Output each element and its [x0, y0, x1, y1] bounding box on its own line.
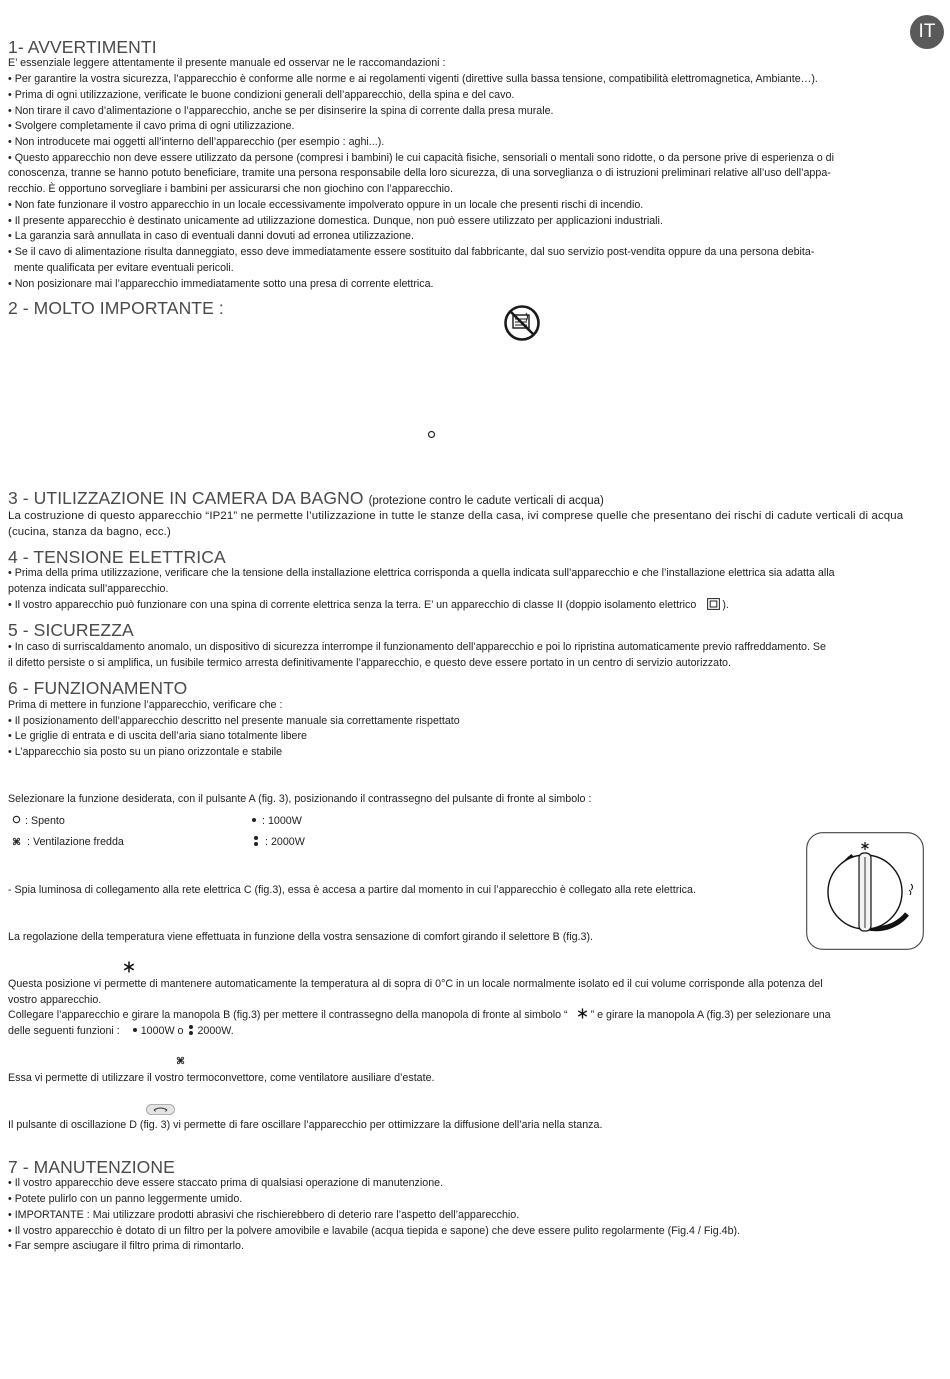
s4-line: potenza indicata sull’apparecchio. — [8, 583, 169, 595]
mode-fan-label: : Ventilazione fredda — [27, 836, 124, 848]
s1-line: E’ essenziale leggere attentamente il presente manuale ed osservar ne le raccomandazioni : — [8, 57, 446, 69]
s1-line: • Svolgere completamente il cavo prima di ogni utilizzazione. — [8, 120, 295, 132]
s1-line: • Non posizionare mai l’apparecchio immediatamente sotto una presa di corrente elettrica. — [8, 278, 434, 290]
s4-class-end: ). — [722, 599, 729, 611]
section-6-title: 6 - FUNZIONAMENTO — [8, 678, 188, 698]
section-5-title: 5 - SICUREZZA — [8, 620, 134, 640]
s4-class-line — [8, 598, 729, 614]
do-not-cover-icon — [503, 304, 541, 342]
s1-line: • La garanzia sarà annullata in caso di eventuali danni dovuti ad erronea utilizzazione. — [8, 230, 414, 242]
control-knob-figure — [806, 832, 924, 950]
mode-2000-label: : 2000W — [265, 836, 305, 848]
mode-1000-label: : 1000W — [262, 815, 302, 827]
s7-line: • Far sempre asciugare il filtro prima di rimontarlo. — [8, 1240, 244, 1252]
frost-star-icon — [577, 1008, 588, 1019]
s6-line: • Il posizionamento dell’apparecchio descritto nel presente manuale sia correttamente rispettato — [8, 715, 460, 727]
s6-osc-line: Il pulsante di oscillazione D (fig. 3) vi permette di fare oscillare l’apparecchio per ottimizzare la diffusione dell’aria nella stanza. — [8, 1119, 603, 1131]
s6-temp-line: La regolazione della temperatura viene effettuata in funzione della vostra sensazione di comfort girando il selettore B (fig.3). — [8, 931, 593, 943]
mode-off-label: : Spento — [25, 815, 65, 827]
s6-lamp-line: - Spia luminosa di collegamento alla rete elettrica C (fig.3), essa è accesa a partire dal momento in cui l’apparecchio è collegato alla rete elettrica. — [8, 884, 696, 896]
s7-line: • IMPORTANTE : Mai utilizzare prodotti abrasivi che rischierebbero di deterio rare l’aspetto dell’apparecchio. — [8, 1209, 520, 1221]
section-3-title — [8, 488, 604, 509]
power-1000-icon — [133, 1028, 137, 1032]
s6-line: Prima di mettere in funzione l’apparecchio, verificare che : — [8, 699, 283, 711]
s6-frost-options — [8, 1024, 234, 1040]
s7-line: • Il vostro apparecchio è dotato di un filtro per la polvere amovibile e lavabile (acqua tiepida e sapone) che deve essere pulito regolarmente (Fig.4 / Fig.4b). — [8, 1225, 741, 1237]
s5-line: • In caso di surriscaldamento anomalo, un dispositivo di sicurezza interrompe il funzionamento dell’apparecchio e poi lo ripristina automaticamente previo raffreddamento. Se — [8, 641, 827, 653]
frost-instr-b: ” e girare la manopola A (fig.3) per selezionare una — [590, 1009, 831, 1021]
s1-line: • Per garantire la vostra sicurezza, l’apparecchio è conforme alle norme e ai regolamenti vigenti (direttive sulla bassa tensione, compatibilità elettromagnetica, Ambiante…). — [8, 73, 818, 85]
s1-line: mente qualificata per evitare eventuali pericoli. — [8, 262, 234, 274]
s4-line: • Prima della prima utilizzazione, verificare che la tensione della installazione elettrica corrisponda a quella indicata sull’apparecchio e che l’installazione elettrica sia adatta alla — [8, 567, 835, 579]
s7-line: • Potete pulirlo con un panno leggermente umido. — [8, 1193, 243, 1205]
section-7-title: 7 - MANUTENZIONE — [8, 1157, 175, 1177]
frost-instr-c: delle seguenti funzioni : — [8, 1025, 120, 1037]
frost-opt-1000: 1000W o — [140, 1025, 184, 1037]
s1-line: • Non tirare il cavo d’alimentazione o l’apparecchio, anche se per disinserire la spina di corrente dalla presa murale. — [8, 105, 554, 117]
s1-line: • Il presente apparecchio è destinato unicamente ad utilizzazione domestica. Dunque, non può essere utilizzato per applicazioni industriali. — [8, 215, 663, 227]
section-4-title: 4 - TENSIONE ELETTRICA — [8, 547, 226, 567]
s6-line: • L’apparecchio sia posto su un piano orizzontale e stabile — [8, 746, 283, 758]
frost-star-icon — [123, 961, 135, 973]
small-circle-icon — [427, 430, 436, 439]
s1-line: • Non fate funzionare il vostro apparecchio in un locale eccessivamente impolverato oppure in un locale che presenti rischi di incendio. — [8, 199, 644, 211]
section-1-title: 1- AVVERTIMENTI — [8, 37, 157, 57]
language-badge: IT — [910, 15, 944, 49]
fan-icon — [175, 1055, 186, 1066]
s1-line: • Se il cavo di alimentazione risulta danneggiato, esso deve immediatamente essere sostituito dal fabbricante, dal suo servizio post-vendita oppure da una persona debita- — [8, 246, 815, 258]
s1-line: recchio. È opportuno sorvegliare i bambini per assicurarsi che non giochino con l’apparecchio. — [8, 183, 453, 195]
power-2000-icon — [189, 1025, 193, 1035]
section-3-title-text: 3 - UTILIZZAZIONE IN CAMERA DA BAGNO — [8, 488, 364, 508]
frost-instr-a: Collegare l’apparecchio e girare la manopola B (fig.3) per mettere il contrassegno della manopola di fronte al simbolo “ — [8, 1009, 568, 1021]
power-1000-icon — [252, 818, 256, 822]
s5-line: il difetto persiste o si amplifica, un fusibile termico arresta definitivamente l’apparecchio, e questo deve essere portato in un centro di servizio autorizzato. — [8, 657, 731, 669]
off-circle-icon — [12, 815, 21, 824]
s6-select-line: Selezionare la funzione desiderata, con il pulsante A (fig. 3), posizionando il contrassegno del pulsante di fronte al simbolo : — [8, 793, 592, 805]
section-3-subtitle: (protezione contro le cadute verticali di acqua) — [368, 495, 604, 507]
s6-frost-instruction — [8, 1008, 831, 1024]
s1-line: • Non introducete mai oggetti all’interno dell’apparecchio (per esempio : aghi...). — [8, 136, 385, 148]
fan-icon — [11, 836, 22, 847]
section-2-title: 2 - MOLTO IMPORTANTE : — [8, 298, 224, 318]
s1-line: conoscenza, tranne se hanno potuto beneficiare, tramite una persona responsabile della loro sicurezza, di una sorveglianza o di istruzioni preliminari relative all’uso dell’appa- — [8, 167, 831, 179]
oscillation-button-icon — [146, 1104, 175, 1115]
section-3-text: La costruzione di questo apparecchio “IP21” ne permette l’utilizzazione in tutte le stanze della casa, ivi comprese quelle che presentano dei rischi di cadute verticali di acqua (cucina, stanza da bagno, ecc.) — [8, 510, 904, 538]
s6-fan-line: Essa vi permette di utilizzare il vostro termoconvettore, come ventilatore ausiliare d’estate. — [8, 1072, 435, 1084]
s6-frost-line: Questa posizione vi permette di mantenere automaticamente la temperatura al di sopra di 0°C in un locale normalmente isolato ed il cui volume corrisponde alla potenza del — [8, 978, 823, 990]
s4-class-text: • Il vostro apparecchio può funzionare con una spina di corrente elettrica senza la terra. E’ un apparecchio di classe II (doppio isolamento elettrico — [8, 599, 697, 611]
s6-line: • Le griglie di entrata e di uscita dell’aria siano totalmente libere — [8, 730, 308, 742]
double-insulation-icon — [707, 598, 720, 610]
s1-line: • Questo apparecchio non deve essere utilizzato da persone (compresi i bambini) le cui capacità fisiche, sensoriali o mentali sono ridotte, o da persone prive di esperienza o di — [8, 152, 834, 164]
s6-frost-line: vostro apparecchio. — [8, 994, 102, 1006]
s7-line: • Il vostro apparecchio deve essere staccato prima di qualsiasi operazione di manutenzione. — [8, 1177, 444, 1189]
s1-line: • Prima di ogni utilizzazione, verificate le buone condizioni generali dell’apparecchio, della spina e del cavo. — [8, 89, 515, 101]
frost-opt-2000: 2000W. — [197, 1025, 234, 1037]
